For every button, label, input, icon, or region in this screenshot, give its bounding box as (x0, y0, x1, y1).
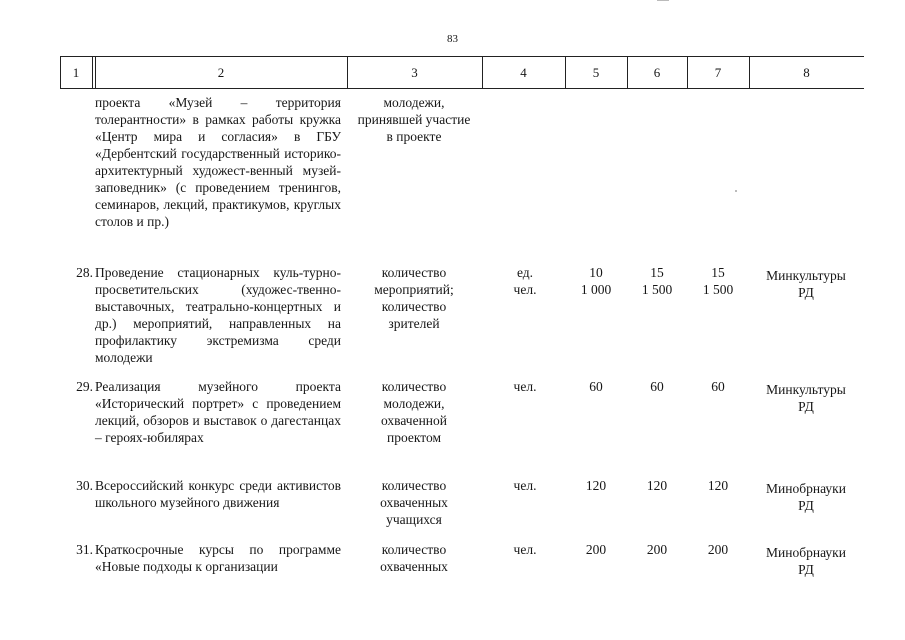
row-value-5: 60 (589, 379, 603, 394)
row-unit: чел. (513, 478, 537, 493)
page-number: 83 (447, 33, 458, 45)
row-value-5: 200 (585, 542, 607, 557)
continuation-indicator: молодежи, принявшей участие в проекте (357, 95, 471, 144)
row-description: Всероссийский конкурс среди активистов школьного музейного движения (95, 478, 341, 510)
header-col-8: 8 (803, 65, 810, 80)
row-indicator: количество охваченных учащихся (380, 478, 448, 527)
row-number: 30. (76, 478, 93, 493)
row-value-6: 15 1 500 (641, 265, 673, 297)
row-value-7: 120 (707, 478, 729, 493)
header-col-4: 4 (520, 65, 527, 80)
row-number: 29. (76, 379, 93, 394)
row-value-6: 60 (650, 379, 664, 394)
row-executor: Минобрнауки РД (766, 481, 846, 513)
row-executor: Минкультуры РД (766, 268, 846, 300)
row-description: Реализация музейного проекта «Исторический портрет» с проведением лекций, обзоров и выставок о дагестанцах – героях-юбилярах (95, 379, 341, 445)
row-indicator: количество мероприятий; количество зрителей (374, 265, 454, 331)
row-description: Краткосрочные курсы по программе «Новые подходы к организации (95, 542, 341, 574)
row-value-5: 10 1 000 (580, 265, 612, 297)
header-col-1: 1 (72, 65, 80, 80)
row-value-6: 200 (646, 542, 668, 557)
row-unit: ед. чел. (513, 265, 537, 297)
row-indicator: количество молодежи, охваченной проектом (380, 379, 448, 445)
row-value-7: 60 (711, 379, 725, 394)
row-unit: чел. (513, 542, 537, 557)
header-col-7: 7 (714, 65, 722, 80)
row-number: 28. (76, 265, 93, 280)
header-col-5: 5 (592, 65, 600, 80)
row-value-5: 120 (585, 478, 607, 493)
row-number: 31. (76, 542, 93, 557)
row-indicator: количество охваченных (380, 542, 448, 574)
scan-mark (657, 0, 669, 1)
row-value-6: 120 (646, 478, 668, 493)
row-executor: Минкультуры РД (766, 382, 846, 414)
row-value-7: 15 1 500 (702, 265, 734, 297)
header-col-6: 6 (653, 65, 661, 80)
table-header (60, 56, 864, 89)
header-col-3: 3 (411, 65, 418, 80)
row-value-7: 200 (707, 542, 729, 557)
row-executor: Минобрнауки РД (766, 545, 846, 577)
scan-mark (735, 190, 737, 192)
header-col-2: 2 (217, 65, 225, 80)
row-unit: чел. (513, 379, 537, 394)
row-description: Проведение стационарных куль-турно-просветительских (художес-твенно-выставочных, театрально-концертных и др.) мероприятий, направленных на профилактику экстремизма среди молодежи (95, 265, 341, 365)
continuation-description: проекта «Музей – территория толерантности» в рамках работы кружка «Центр мира и согласия» в ГБУ «Дербентский государственный историко-архитектурный художест-венный музей-заповедник» (с проведением тренингов, семинаров, лекций, практикумов, круглых столов и пр.) (95, 95, 341, 229)
